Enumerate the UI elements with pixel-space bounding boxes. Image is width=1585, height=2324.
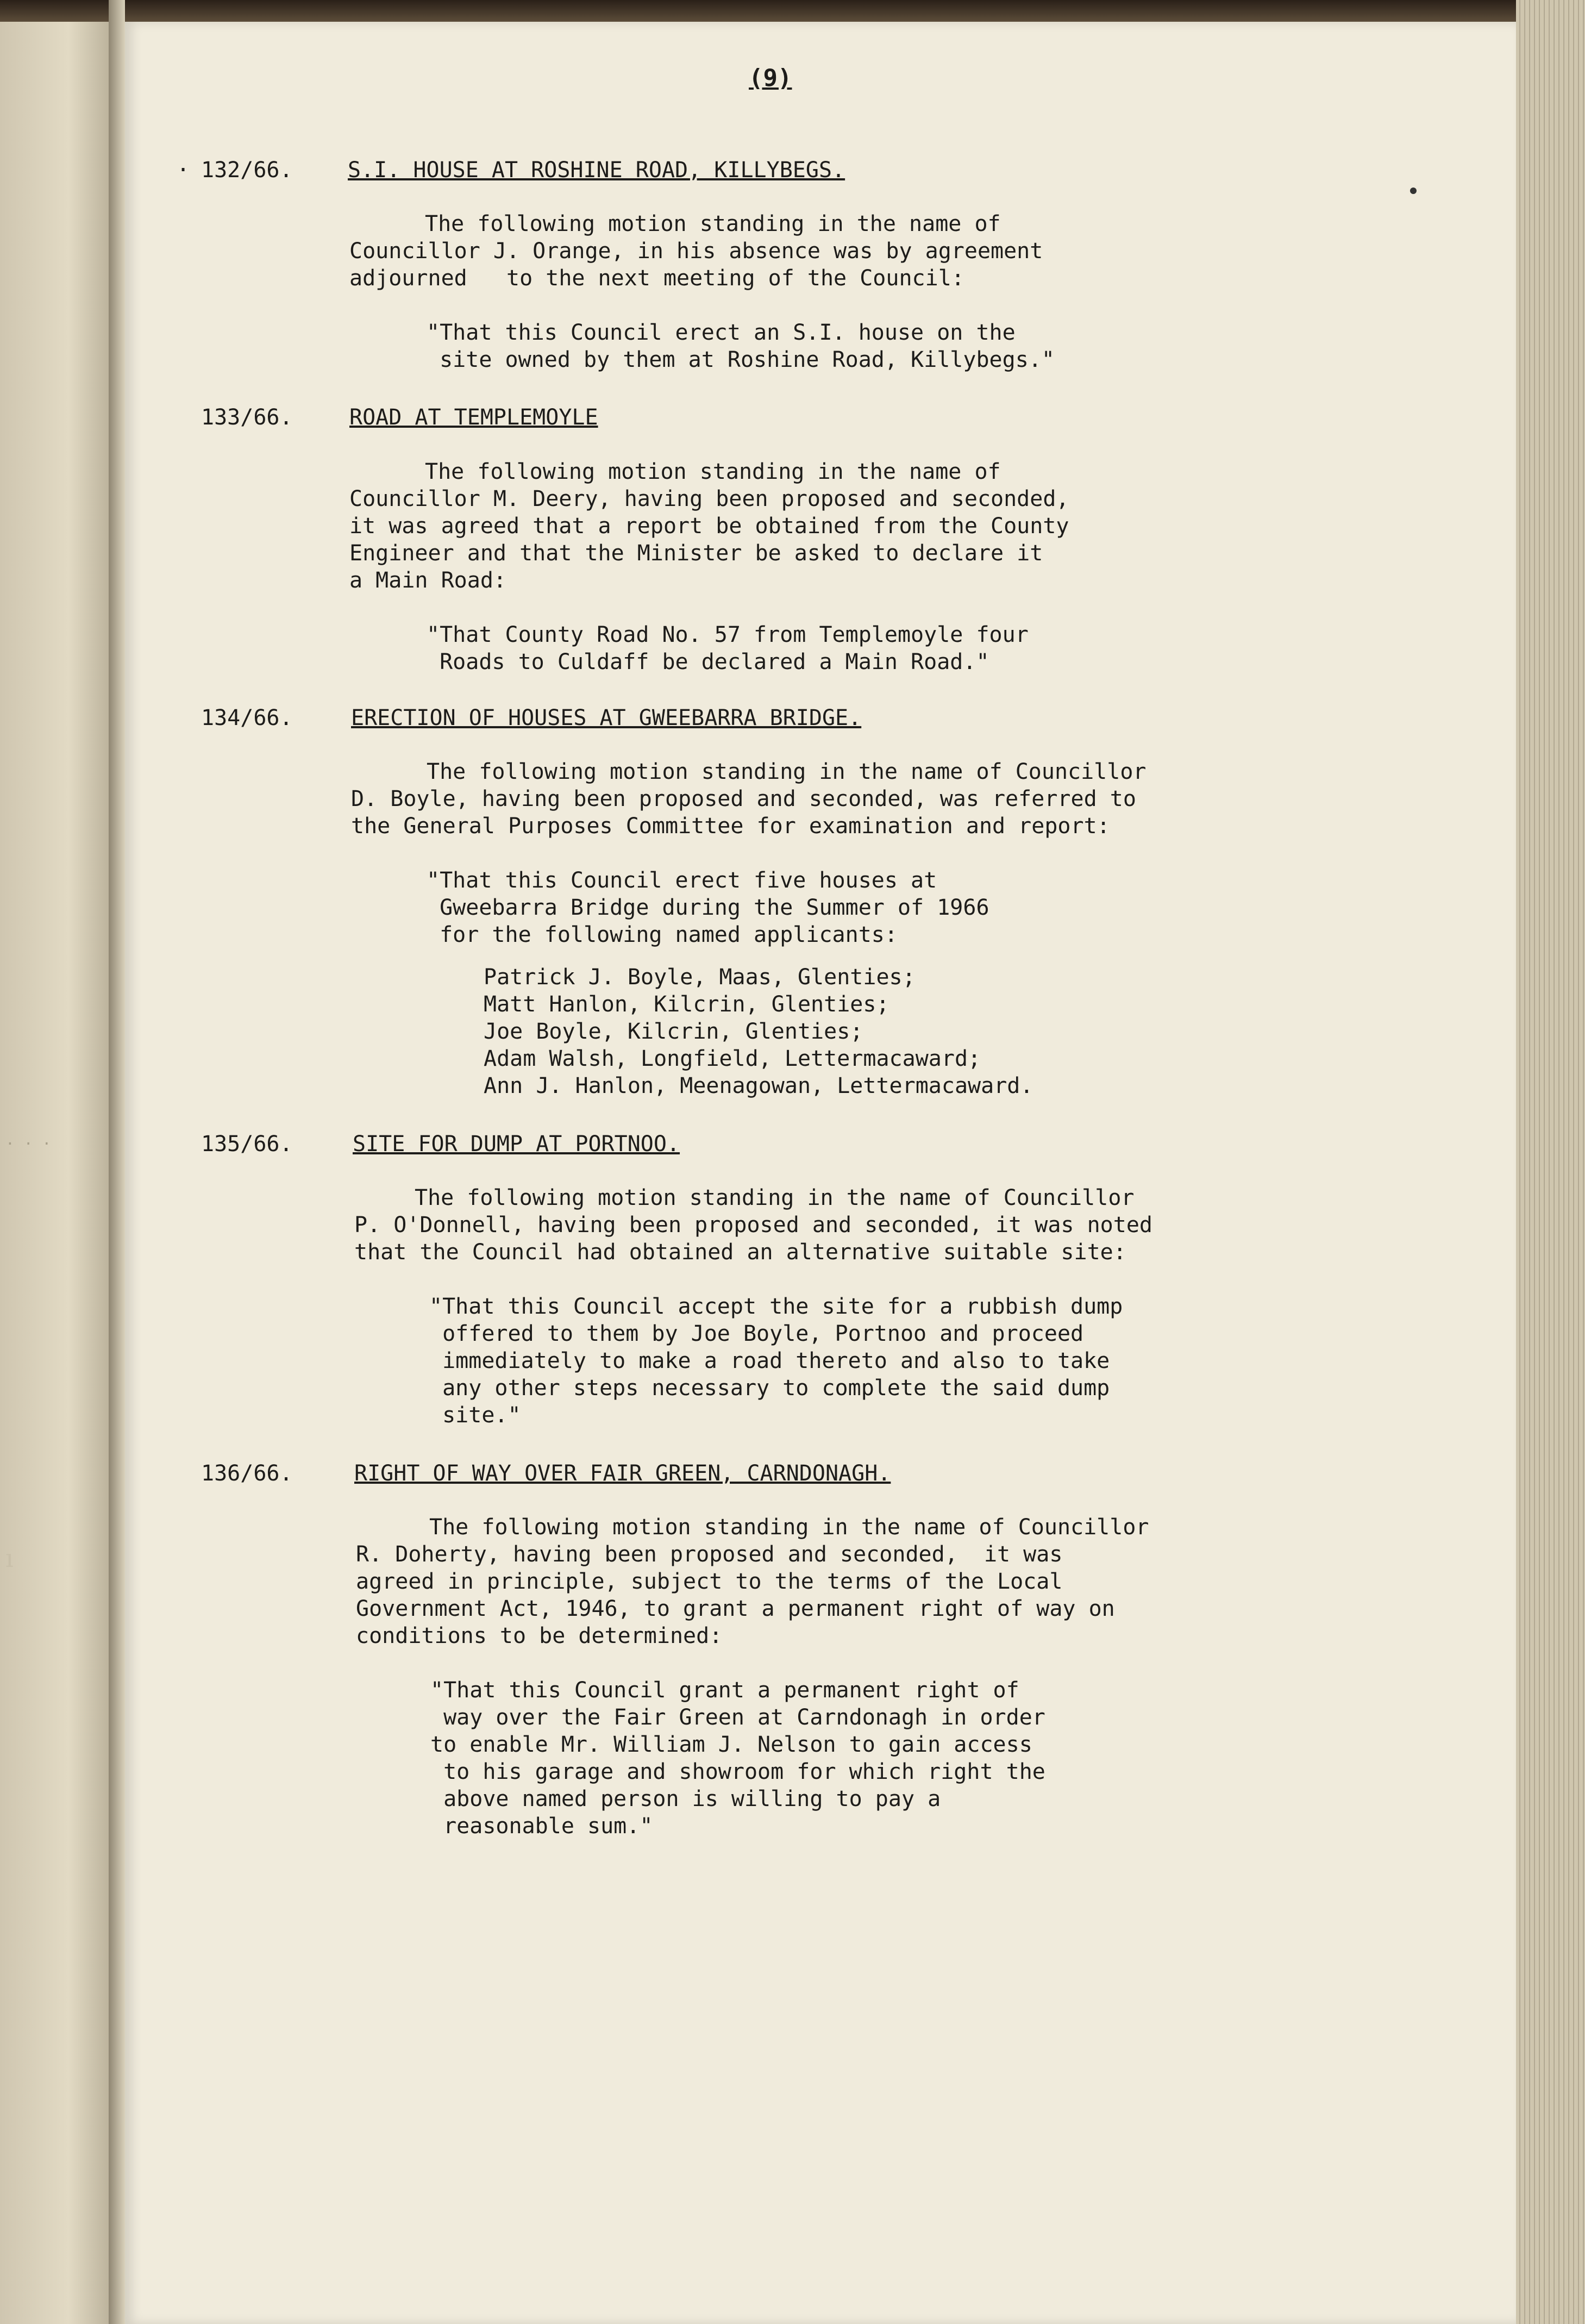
quote-line: site owned by them at Roshine Road, Killybegs."	[427, 347, 1055, 372]
applicant-line: Ann J. Hanlon, Meenagowan, Lettermacaward.	[484, 1073, 1033, 1098]
bleed-through-mark: . . .	[5, 1130, 52, 1148]
body-line: the General Purposes Committee for examination and report:	[351, 814, 1110, 839]
quote-line: above named person is willing to pay a	[430, 1786, 941, 1811]
item-number: 134/66.	[201, 705, 293, 730]
book-top-edge	[0, 0, 1585, 22]
quote-line: Gweebarra Bridge during the Summer of 1966	[427, 895, 989, 920]
applicant-line: Adam Walsh, Longfield, Lettermacaward;	[484, 1046, 981, 1071]
ink-dot	[1410, 188, 1417, 194]
margin-bullet: ·	[177, 158, 190, 183]
quote-line: way over the Fair Green at Carndonagh in order	[430, 1705, 1045, 1730]
applicant-line: Joe Boyle, Kilcrin, Glenties;	[484, 1019, 863, 1044]
applicant-line: Patrick J. Boyle, Maas, Glenties;	[484, 965, 916, 990]
body-line: D. Boyle, having been proposed and seconded, was referred to	[351, 786, 1136, 811]
body-line: agreed in principle, subject to the terms of the Local	[356, 1569, 1063, 1594]
quote-line: to enable Mr. William J. Nelson to gain access	[430, 1732, 1032, 1757]
body-line: P. O'Donnell, having been proposed and seconded, it was noted	[354, 1213, 1153, 1238]
item-heading: ROAD AT TEMPLEMOYLE	[349, 405, 598, 430]
quote-line: any other steps necessary to complete the said dump	[429, 1376, 1110, 1401]
item-heading: RIGHT OF WAY OVER FAIR GREEN, CARNDONAGH.	[354, 1461, 891, 1486]
item-heading: S.I. HOUSE AT ROSHINE ROAD, KILLYBEGS.	[348, 158, 845, 183]
bleed-through-mark: ı	[5, 1544, 14, 1573]
body-line: R. Doherty, having been proposed and seconded, it was	[356, 1542, 1063, 1567]
page-number: (9)	[749, 64, 792, 92]
body-line: Government Act, 1946, to grant a permanent right of way on	[356, 1596, 1115, 1621]
quote-line: to his garage and showroom for which right the	[430, 1759, 1045, 1784]
quote-line: "That County Road No. 57 from Templemoyle four	[427, 622, 1029, 647]
body-line: that the Council had obtained an alternative suitable site:	[354, 1240, 1126, 1265]
facing-page	[0, 22, 114, 2324]
book-gutter	[109, 0, 125, 2324]
item-number: 135/66.	[201, 1132, 293, 1157]
body-line: The following motion standing in the name of	[425, 211, 1001, 236]
quote-line: "That this Council accept the site for a rubbish dump	[429, 1294, 1123, 1319]
item-number: 133/66.	[201, 405, 293, 430]
quote-line: "That this Council grant a permanent right of	[430, 1678, 1019, 1703]
body-line: it was agreed that a report be obtained from the County	[349, 514, 1069, 539]
quote-line: reasonable sum."	[430, 1814, 653, 1839]
item-number: 132/66.	[201, 158, 293, 183]
quote-line: "That this Council erect an S.I. house on the	[427, 320, 1016, 345]
item-heading: SITE FOR DUMP AT PORTNOO.	[353, 1132, 680, 1157]
body-line: Councillor M. Deery, having been proposed and seconded,	[349, 486, 1069, 511]
applicant-line: Matt Hanlon, Kilcrin, Glenties;	[484, 992, 889, 1017]
body-line: The following motion standing in the name of Councillor	[429, 1515, 1149, 1540]
body-line: The following motion standing in the name of	[425, 459, 1001, 484]
quote-line: for the following named applicants:	[427, 922, 898, 947]
body-line: adjourned to the next meeting of the Council:	[349, 266, 964, 291]
body-line: a Main Road:	[349, 568, 506, 593]
page-stack-edge	[1516, 0, 1585, 2324]
quote-line: site."	[429, 1403, 521, 1428]
item-number: 136/66.	[201, 1461, 293, 1486]
quote-line: immediately to make a road thereto and also to take	[429, 1348, 1110, 1373]
body-line: Councillor J. Orange, in his absence was by agreement	[349, 239, 1043, 264]
quote-line: "That this Council erect five houses at	[427, 868, 937, 893]
item-heading: ERECTION OF HOUSES AT GWEEBARRA BRIDGE.	[351, 705, 862, 730]
quote-line: Roads to Culdaff be declared a Main Road."	[427, 649, 989, 674]
quote-line: offered to them by Joe Boyle, Portnoo and proceed	[429, 1321, 1084, 1346]
body-line: conditions to be determined:	[356, 1623, 723, 1648]
body-line: The following motion standing in the name of Councillor	[427, 759, 1147, 784]
body-line: The following motion standing in the name of Councillor	[415, 1185, 1135, 1210]
body-line: Engineer and that the Minister be asked to declare it	[349, 541, 1043, 566]
